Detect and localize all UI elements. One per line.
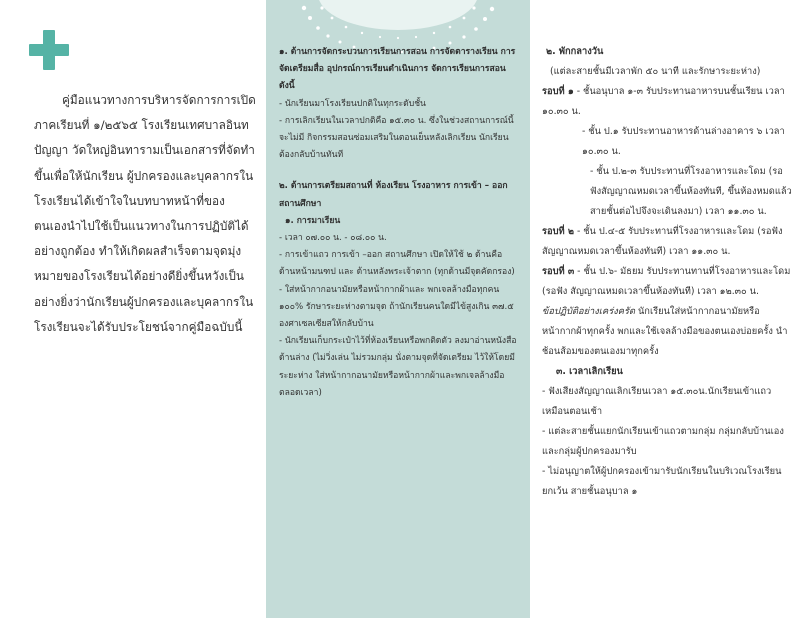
round-1-label: รอบที่ ๑: [542, 86, 574, 97]
list-item: - นักเรียนเก็บกระเป๋าไว้ที่ห้องเรียนหรือพกติดตัว ลงมาอ่านหนังสือด้านล่าง (ไม่วิ่งเล่น ไม่รวมกลุ่ม นั่งตามจุดที่จัดเตรียม ไว้ให้โดยมีระยะห่าง ใส่หน้ากากอนามัยหรือหน้ากากผ้าและพกเจลล้างมือตลอดเวลา): [279, 336, 517, 398]
list-item: - การเลิกเรียนในเวลาปกติคือ ๑๕.๓๐ น. ซึ่งในช่วงสถานการณ์นี้จะไม่มี กิจกรรมสอนซ่อมเสริมในตอนเย็นหลังเลิกเรียน นักเรียนต้องกลับบ้านทันที: [279, 115, 514, 161]
round-2-text: - ชั้น ป.๔-๕ รับประทานที่โรงอาหารและโดม (รอฟังสัญญาณหมดเวลาขึ้นห้องทันที) เวลา ๑๑.๓๐ น.: [542, 226, 783, 257]
round-1-p2-3: - ชั้น ป.๒-๓ รับประทานที่โรงอาหารและโดม (รอฟังสัญญาณหมดเวลาขึ้นห้องทันที, ขึ้นห้องหมดแล้วสายชั้นต่อไปจึงจะเดินลงมา) เวลา ๑๑.๓๐ น.: [590, 166, 792, 217]
right-panel: [530, 0, 800, 618]
plus-icon: [29, 30, 69, 70]
section-2-heading: ๒. ด้านการเตรียมสถานที่ ห้องเรียน โรงอาหาร การเข้า – ออก สถานศึกษา: [279, 181, 508, 209]
section-1-heading: ๑. ด้านการจัดกระบวนการเรียนการสอน การจัดตารางเรียน การจัดเตรียมสื่อ อุปกรณ์การเรียนดำเนินการ จัดการเรียนการสอนดังนี้: [279, 47, 516, 92]
round-2-label: รอบที่ ๒: [542, 226, 574, 237]
round-1-item: [542, 82, 792, 122]
list-item: - การเข้าแถว การเข้า –ออก สถานศึกษา เปิดให้ใช้ ๒ ด้านคือ ด้านหน้ามนฑป และ ด้านหลังพระเจ้าตาก (ทุกด้านมีจุดคัดกรอง): [279, 250, 515, 278]
intro-text-block: [34, 88, 256, 340]
list-item: - นักเรียนมาโรงเรียนปกติในทุกระดับชั้น: [279, 98, 426, 109]
intro-paragraph: คู่มือแนวทางการบริหารจัดการการเปิดภาคเรียนที่ ๑/๒๕๖๕ โรงเรียนเทศบาลอินทปัญญา วัดใหญ่อินทารามเป็นเอกสารที่จัดทำขึ้นเพื่อให้นักเรียน ผู้ปกครองและบุคลากรในโรงเรียนได้เข้าใจในบทบาทหน้าที่ของตนเองนำไปใช้เป็นแนวทางในการปฏิบัติได้อย่างถูกต้อง ทำให้เกิดผลสำเร็จตามจุดมุ่งหมายของโรงเรียนได้อย่างดียิ่งขึ้นหวังเป็นอย่างยิ่งว่านักเรียนผู้ปกครองและบุคลากรในโรงเรียนจะได้รับประโยชน์จากคู่มือฉบับนี้: [34, 93, 256, 334]
round-2-item: [542, 222, 792, 262]
round-3-item: [542, 262, 792, 302]
list-item: - เวลา ๐๗.๐๐ น. - ๐๘.๐๐ น.: [279, 233, 387, 244]
dismissal-heading: ๓. เวลาเลิกเรียน: [556, 366, 623, 377]
middle-panel: [266, 0, 530, 618]
subsection-heading: ๑. การมาเรียน: [285, 215, 341, 226]
list-item: - ใส่หน้ากากอนามัยหรือหน้ากากผ้าและ พกเจลล้างมือทุกคน ๑๐๐% รักษาระยะห่างตามจุด ถ้านักเรียนคนใดมีไข้สูงเกิน ๓๗.๕ องศาเซลเซียสให้กลับบ้าน: [279, 284, 514, 330]
strict-label: ข้อปฏิบัติอย่างเคร่งครัด: [542, 306, 635, 317]
left-panel: [0, 0, 266, 618]
lunch-note: (แต่ละสายชั้นมีเวลาพัก ๕๐ นาที และรักษาระยะห่าง): [550, 66, 761, 77]
strict-rules: [542, 302, 792, 362]
round-3-label: รอบที่ ๓: [542, 266, 575, 277]
list-item: - ฟังเสียงสัญญาณเลิกเรียนเวลา ๑๕.๓๐น.นักเรียนเข้าแถวเหมือนตอนเช้า: [542, 386, 772, 417]
list-item: - ไม่อนุญาตให้ผู้ปกครองเข้ามารับนักเรียนในบริเวณโรงเรียนยกเว้น สายชั้นอนุบาล ๑: [542, 466, 782, 497]
round-1-text: - ชั้นอนุบาล ๑-๓ รับประทานอาหารบนชั้นเรียน เวลา ๑๐.๓๐ น.: [542, 86, 785, 117]
lunch-heading: ๒. พักกลางวัน: [546, 46, 604, 57]
right-content: [542, 42, 792, 502]
strict-text: นักเรียนใส่หน้ากากอนามัยหรือหน้ากากผ้าทุกครั้ง พกและใช้เจลล้างมือของตนเองบ่อยครั้ง นำช้อนส้อมของตนเองมาทุกครั้ง: [542, 306, 788, 357]
list-item: - แต่ละสายชั้นแยกนักเรียนเข้าแถวตามกลุ่ม กลุ่มกลับบ้านเองและกลุ่มผู้ปกครองมารับ: [542, 426, 784, 457]
middle-content: [279, 44, 519, 402]
round-3-text: - ชั้น ป.๖- มัธยม รับประทานทานที่โรงอาหารและโดม (รอฟัง สัญญาณหมดเวลาขึ้นห้องทันที) เวลา ๑๒.๓๐ น.: [542, 266, 791, 297]
round-1-p1: - ชั้น ป.๑ รับประทานอาหารด้านล่างอาคาร ๖ เวลา ๑๐.๓๐ น.: [582, 126, 785, 157]
